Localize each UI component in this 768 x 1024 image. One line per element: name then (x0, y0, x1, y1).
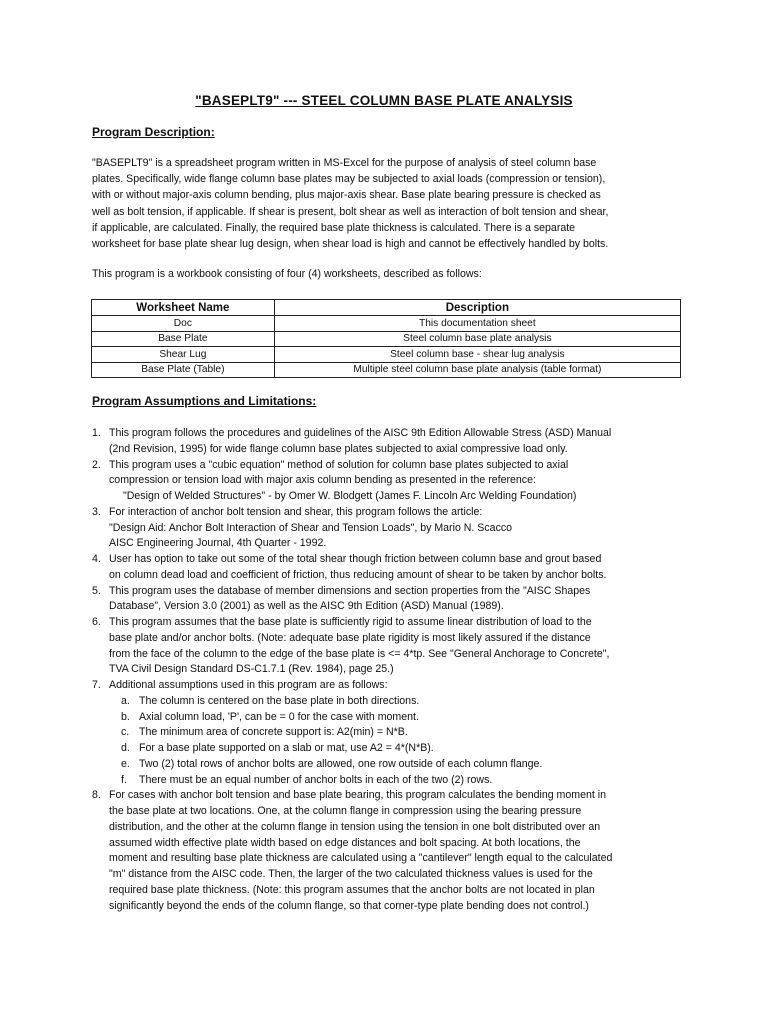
list-item-line: Additional assumptions used in this program are as follows: (109, 679, 388, 691)
sub-item-letter: d. (121, 742, 130, 754)
list-item-line: This program assumes that the base plate is sufficiently rigid to assume linear distribution of load to the (109, 616, 592, 628)
worksheet-description-cell: This documentation sheet (274, 316, 680, 332)
list-item-line: base plate and/or anchor bolts. (Note: adequate base plate rigidity is most likely assured if the distance (109, 631, 591, 644)
list-item-line: moment and resulting base plate thickness are calculated using a "cantilever" length equal to the calculated (109, 852, 613, 865)
sub-item-text: The column is centered on the base plate in both directions. (139, 694, 420, 707)
list-item-line: For interaction of anchor bolt tension and shear, this program follows the article: (109, 505, 483, 518)
sub-item-text: Axial column load, 'P', can be = 0 for the case with moment. (139, 710, 419, 723)
worksheet-table (91, 299, 681, 378)
sub-item-letter: b. (121, 710, 130, 723)
list-item-line: This program follows the procedures and guidelines of the AISC 9th Edition Allowable Stress (ASD) Manual (109, 427, 612, 439)
list-item-line: This program uses a "cubic equation" method of solution for column base plates subjected to axial (109, 458, 569, 471)
sub-list (109, 694, 632, 789)
column-header-worksheet-name: Worksheet Name (92, 300, 275, 316)
list-item-line: compression or tension load with major axis column bending as presented in the reference: (109, 474, 536, 487)
list-item (92, 788, 632, 914)
list-item-number: 3. (92, 505, 101, 518)
list-item-line: "Design of Welded Structures" - by Omer W. Blodgett (James F. Lincoln Arc Welding Foundation) (123, 490, 577, 502)
sub-item-letter: a. (121, 694, 130, 707)
list-item-line: from the face of the column to the edge of the base plate is <= 4*tp. See "General Anchorage to Concrete", (109, 647, 610, 660)
sub-list-item (109, 757, 632, 773)
sub-item-letter: f. (121, 773, 127, 786)
list-item-line: significantly beyond the ends of the column flange, so that corner-type plate bending does not control.) (109, 899, 589, 912)
worksheet-description-cell: Steel column base - shear lug analysis (274, 347, 680, 363)
list-item-number: 7. (92, 679, 101, 691)
list-item-line: on column dead load and coefficient of friction, thus reducing amount of shear to be taken by anchor bolts. (109, 568, 607, 581)
sub-item-letter: e. (121, 757, 130, 770)
worksheet-description-cell: Multiple steel column base plate analysis (table format) (274, 362, 680, 378)
list-item-number: 2. (92, 458, 101, 471)
list-item (92, 552, 632, 584)
sub-list-item (109, 725, 632, 741)
list-item-line: (2nd Revision, 1995) for wide flange column base plates subjected to axial compressive load only. (109, 442, 568, 455)
list-item-line: TVA Civil Design Standard DS-C1.7.1 (Rev. 1984), page 25.) (109, 663, 394, 676)
list-item-line: AISC Engineering Journal, 4th Quarter - 1992. (109, 537, 327, 550)
worksheet-description-cell: Steel column base plate analysis (274, 331, 680, 347)
list-item-number: 6. (92, 616, 101, 628)
document-title: "BASEPLT9" --- STEEL COLUMN BASE PLATE ANALYSIS (195, 93, 573, 108)
list-item-number: 5. (92, 584, 101, 597)
paragraph-line: with or without major-axis column bending, plus major-axis shear. Base plate bearing pressure is checked as (92, 189, 601, 202)
list-item-line: This program uses the database of member dimensions and section properties from the "AISC Shapes (109, 584, 591, 597)
column-header-description: Description (274, 300, 680, 316)
list-item (92, 458, 632, 505)
workbook-description: This program is a workbook consisting of four (4) worksheets, described as follows: (92, 268, 482, 280)
paragraph-line: "BASEPLT9" is a spreadsheet program written in MS-Excel for the purpose of analysis of steel column base (92, 157, 597, 169)
assumptions-list (92, 426, 632, 914)
paragraph-line: worksheet for base plate shear lug design, when shear load is high and cannot be effectively handled by bolts. (92, 238, 609, 251)
list-item-line: "Design Aid: Anchor Bolt Interaction of Shear and Tension Loads", by Mario N. Scacco (109, 521, 513, 534)
sub-item-text: Two (2) total rows of anchor bolts are allowed, one row outside of each column flange. (139, 757, 543, 770)
sub-list-item (109, 773, 632, 789)
program-description-paragraph (92, 155, 632, 252)
list-item (92, 505, 632, 552)
sub-list-item (109, 741, 632, 757)
sub-list-item (109, 694, 632, 710)
assumptions-heading: Program Assumptions and Limitations: (92, 394, 317, 408)
table-header-row (92, 300, 681, 316)
list-item-line: Database", Version 3.0 (2001) as well as the AISC 9th Edition (ASD) Manual (1989). (109, 600, 504, 613)
list-item-number: 4. (92, 553, 101, 565)
list-item-line: "m" distance from the AISC code. Then, the larger of the two calculated thickness values is used for the (109, 868, 593, 880)
list-item (92, 426, 632, 458)
sub-list-item (109, 710, 632, 726)
list-item-line: the base plate at two locations. One, at the column flange in compression using the bearing pressure (109, 805, 582, 817)
worksheet-name-cell: Doc (92, 316, 275, 332)
list-item-line: For cases with anchor bolt tension and base plate bearing, this program calculates the bending moment in (109, 789, 607, 802)
paragraph-line: plates. Specifically, wide flange column base plates may be subjected to axial loads (compression or tension), (92, 173, 606, 186)
list-item-line: required base plate thickness. (Note: this program assumes that the anchor bolts are not located in plan (109, 883, 595, 896)
worksheet-name-cell: Shear Lug (92, 347, 275, 363)
list-item-line: User has option to take out some of the total shear though friction between column base and grout based (109, 553, 602, 565)
list-item-number: 8. (92, 789, 101, 802)
list-item-number: 1. (92, 427, 101, 439)
sub-item-text: For a base plate supported on a slab or mat, use A2 = 4*(N*B). (139, 742, 434, 754)
table-row (92, 331, 681, 347)
table-row (92, 316, 681, 332)
sub-item-text: There must be an equal number of anchor bolts in each of the two (2) rows. (139, 773, 493, 786)
list-item (92, 584, 632, 616)
paragraph-line: well as bolt tension, if applicable. If shear is present, bolt shear as well as interaction of bolt tension and shear, (92, 205, 609, 218)
table-row (92, 347, 681, 363)
paragraph-line: if applicable, are calculated. Finally, the required base plate thickness is calculated. There is a separate (92, 221, 576, 234)
list-item (92, 678, 632, 788)
program-description-heading: Program Description: (92, 125, 215, 139)
list-item-line: distribution, and the other at the column flange in tension using the tension in one bolt distributed over an (109, 820, 601, 833)
sub-item-text: The minimum area of concrete support is: A2(min) = N*B. (139, 726, 408, 739)
table-row (92, 362, 681, 378)
worksheet-name-cell: Base Plate (Table) (92, 362, 275, 378)
list-item (92, 615, 632, 678)
sub-item-letter: c. (121, 726, 130, 739)
list-item-line: assumed width effective plate width based on edge distances and bolt spacing. At both locations, the (109, 836, 581, 849)
worksheet-name-cell: Base Plate (92, 331, 275, 347)
